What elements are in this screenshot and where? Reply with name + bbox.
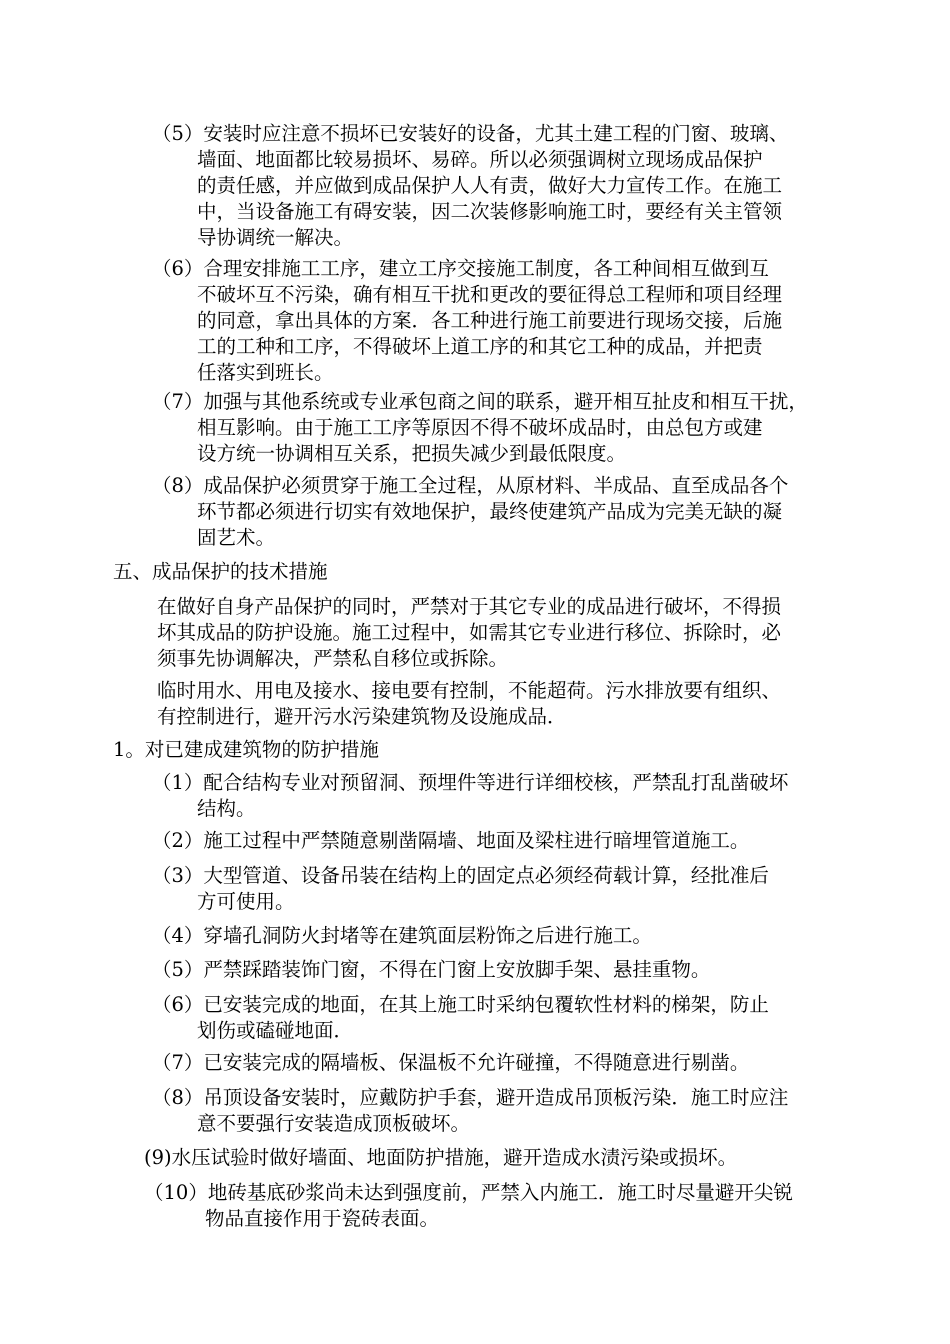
measure-6-line-1: （6）已安装完成的地面，在其上施工时采纳包覆软性材料的梯架，防止 (152, 993, 769, 1016)
item-8-line-1: （8）成品保护必须贯穿于施工全过程，从原材料、半成品、直至成品各个 (152, 474, 789, 497)
subsection-heading: 1。对已建成建筑物的防护措施 (113, 738, 379, 761)
measure-5-line-1: （5）严禁踩踏装饰门窗，不得在门窗上安放脚手架、悬挂重物。 (152, 958, 711, 981)
paragraph-2-line-2: 有控制进行，避开污水污染建筑物及设施成品． (157, 705, 567, 728)
paragraph-1-line-1: 在做好自身产品保护的同时，严禁对于其它专业的成品进行破坏，不得损 (157, 595, 782, 618)
paragraph-1-line-2: 坏其成品的防护设施。施工过程中，如需其它专业进行移位、拆除时，必 (157, 621, 782, 644)
item-6-line-4: 工的工种和工序，不得破坏上道工序的和其它工种的成品，并把责 (197, 335, 763, 358)
item-5-line-3: 的责任感，并应做到成品保护人人有责，做好大力宣传工作。在施工 (197, 174, 783, 197)
paragraph-2-line-1: 临时用水、用电及接水、接电要有控制，不能超荷。污水排放要有组织、 (157, 679, 782, 702)
section-heading: 五、成品保护的技术措施 (113, 560, 328, 583)
measure-3-line-1: （3）大型管道、设备吊装在结构上的固定点必须经荷载计算，经批准后 (152, 864, 769, 887)
item-6-line-1: （6）合理安排施工工序，建立工序交接施工制度，各工种间相互做到互 (152, 257, 769, 280)
measure-1-line-2: 结构。 (197, 797, 256, 820)
item-5-line-5: 导协调统一解决。 (197, 226, 354, 249)
item-8-line-2: 环节都必须进行切实有效地保护，最终使建筑产品成为完美无缺的凝 (197, 500, 783, 523)
measure-4-line-1: （4）穿墙孔洞防火封堵等在建筑面层粉饰之后进行施工。 (152, 924, 652, 947)
measure-8-line-2: 意不要强行安装造成顶板破坏。 (197, 1112, 471, 1135)
measure-10-line-1: （10）地砖基底砂浆尚未达到强度前，严禁入内施工．施工时尽量避开尖锐 (144, 1181, 793, 1204)
measure-10-line-2: 物品直接作用于瓷砖表面。 (205, 1207, 440, 1230)
paragraph-1-line-3: 须事先协调解决，严禁私自移位或拆除。 (157, 647, 509, 670)
item-8-line-3: 固艺术。 (197, 526, 276, 549)
measure-9-line-1: (9)水压试验时做好墙面、地面防护措施，避开造成水渍污染或损坏。 (144, 1146, 738, 1169)
measure-3-line-2: 方可使用。 (197, 890, 295, 913)
item-5-line-2: 墙面、地面都比较易损坏、易碎。所以必须强调树立现场成品保护 (197, 148, 763, 171)
item-6-line-5: 任落实到班长。 (197, 361, 334, 384)
item-7-line-3: 设方统一协调相互关系，把损失减少到最低限度。 (197, 442, 627, 465)
measure-1-line-1: （1）配合结构专业对预留洞、预埋件等进行详细校核，严禁乱打乱凿破坏 (152, 771, 789, 794)
item-5-line-1: （5）安装时应注意不损坏已安装好的设备，尤其土建工程的门窗、玻璃、 (152, 122, 789, 145)
measure-8-line-1: （8）吊顶设备安装时，应戴防护手套，避开造成吊顶板污染．施工时应注 (152, 1086, 789, 1109)
measure-2-line-1: （2）施工过程中严禁随意剔凿隔墙、地面及梁柱进行暗埋管道施工。 (152, 829, 750, 852)
item-6-line-3: 的同意，拿出具体的方案．各工种进行施工前要进行现场交接，后施 (197, 309, 783, 332)
item-7-line-1: （7）加强与其他系统或专业承包商之间的联系，避开相互扯皮和相互干扰， (152, 390, 808, 413)
measure-7-line-1: （7）已安装完成的隔墙板、保温板不允许碰撞，不得随意进行剔凿。 (152, 1051, 750, 1074)
measure-6-line-2: 划伤或磕碰地面． (197, 1019, 354, 1042)
item-6-line-2: 不破坏互不污染，确有相互干扰和更改的要征得总工程师和项目经理 (197, 283, 783, 306)
item-7-line-2: 相互影响。由于施工工序等原因不得不破坏成品时，由总包方或建 (197, 416, 763, 439)
item-5-line-4: 中，当设备施工有碍安装，因二次装修影响施工时，要经有关主管领 (197, 200, 783, 223)
